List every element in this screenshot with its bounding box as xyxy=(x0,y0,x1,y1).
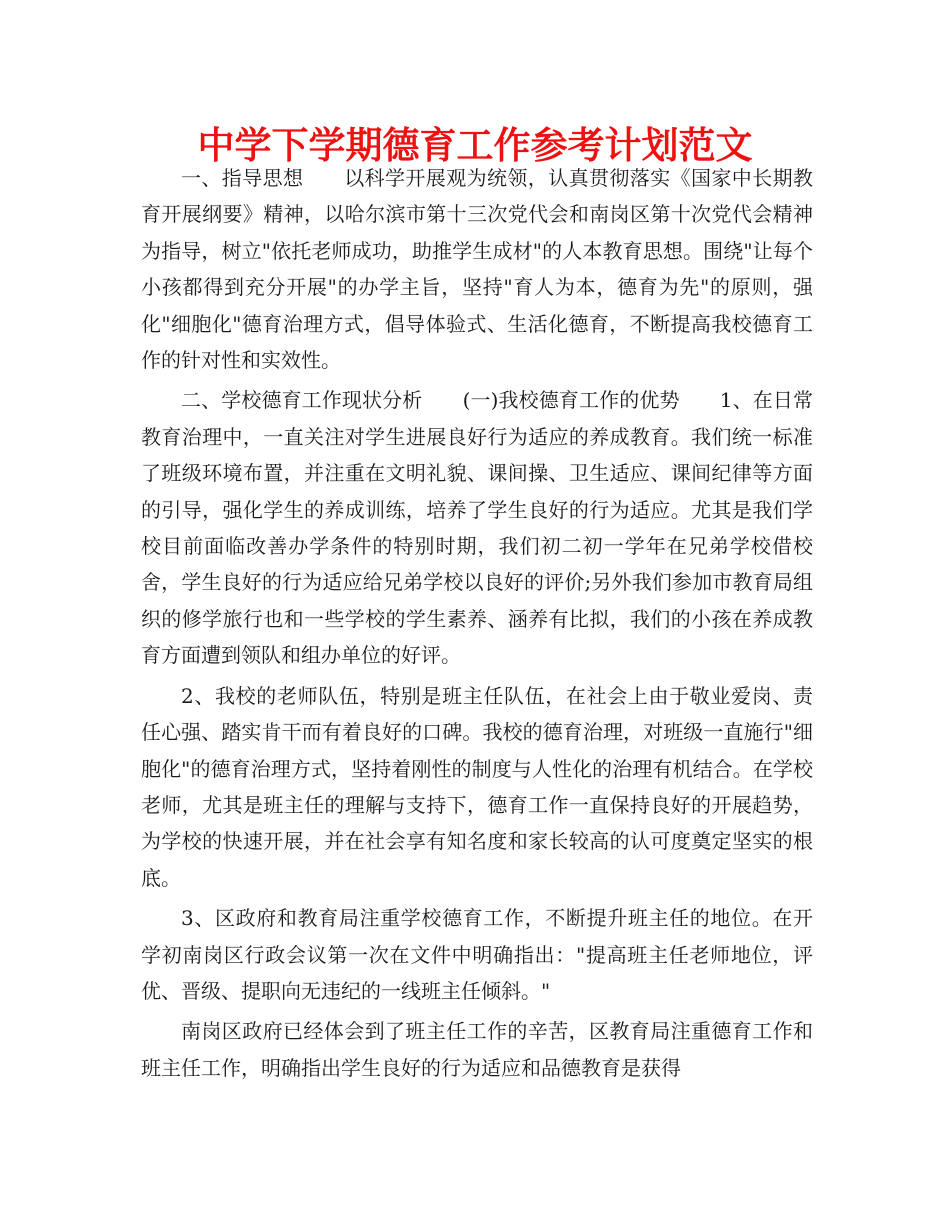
paragraph-status-analysis: 二、学校德育工作现状分析 (一)我校德育工作的优势 1、在日常教育治理中，一直关注对学生进展良好行为适应的养成教育。我们统一标准了班级环境布置，并注重在文明礼貌、课间操、卫生适应、课间纪律等方面的引导，强化学生的养成训练，培养了学生良好的行为适应。尤其是我们学校目前面临改善办学条件的特别时期，我们初二初一学年在兄弟学校借校舍，学生良好的行为适应给兄弟学校以良好的评价;另外我们参加市教育局组织的修学旅行也和一些学校的学生素养、涵养有比拟，我们的小孩在养成教育方面遭到领队和组办单位的好评。 xyxy=(141,388,813,668)
paragraph-teacher-team: 2、我校的老师队伍，特别是班主任队伍，在社会上由于敬业爱岗、责任心强、踏实肯干而有着良好的口碑。我校的德育治理，对班级一直施行"细胞化"的德育治理方式，坚持着刚性的制度与人性化的治理有机结合。在学校老师，尤其是班主任的理解与支持下，德育工作一直保持良好的开展趋势，为学校的快速开展，并在社会享有知名度和家长较高的认可度奠定坚实的根底。 xyxy=(141,683,813,890)
paragraph-guiding-ideology: 一、指导思想 以科学开展观为统领，认真贯彻落实《国家中长期教育开展纲要》精神，以哈尔滨市第十三次党代会和南岗区第十次党代会精神为指导，树立"依托老师成功，助推学生成材"的人本教育思想。围绕"让每个小孩都得到充分开展"的办学主旨，坚持"育人为本，德育为先"的原则，强化"细胞化"德育治理方式，倡导体验式、生活化德育，不断提高我校德育工作的针对性和实效性。 xyxy=(141,166,813,373)
document-title: 中学下学期德育工作参考计划范文 xyxy=(197,124,753,167)
paragraph-district-government: 南岗区政府已经体会到了班主任工作的辛苦，区教育局注重德育工作和班主任工作，明确指出学生良好的行为适应和品德教育是获得 xyxy=(141,1019,813,1080)
document-body xyxy=(141,160,813,1086)
paragraph-government-support: 3、区政府和教育局注重学校德育工作，不断提升班主任的地位。在开学初南岗区行政会议第一次在文件中明确指出："提高班主任老师地位，评优、晋级、提职向无违纪的一线班主任倾斜。" xyxy=(141,906,813,1003)
